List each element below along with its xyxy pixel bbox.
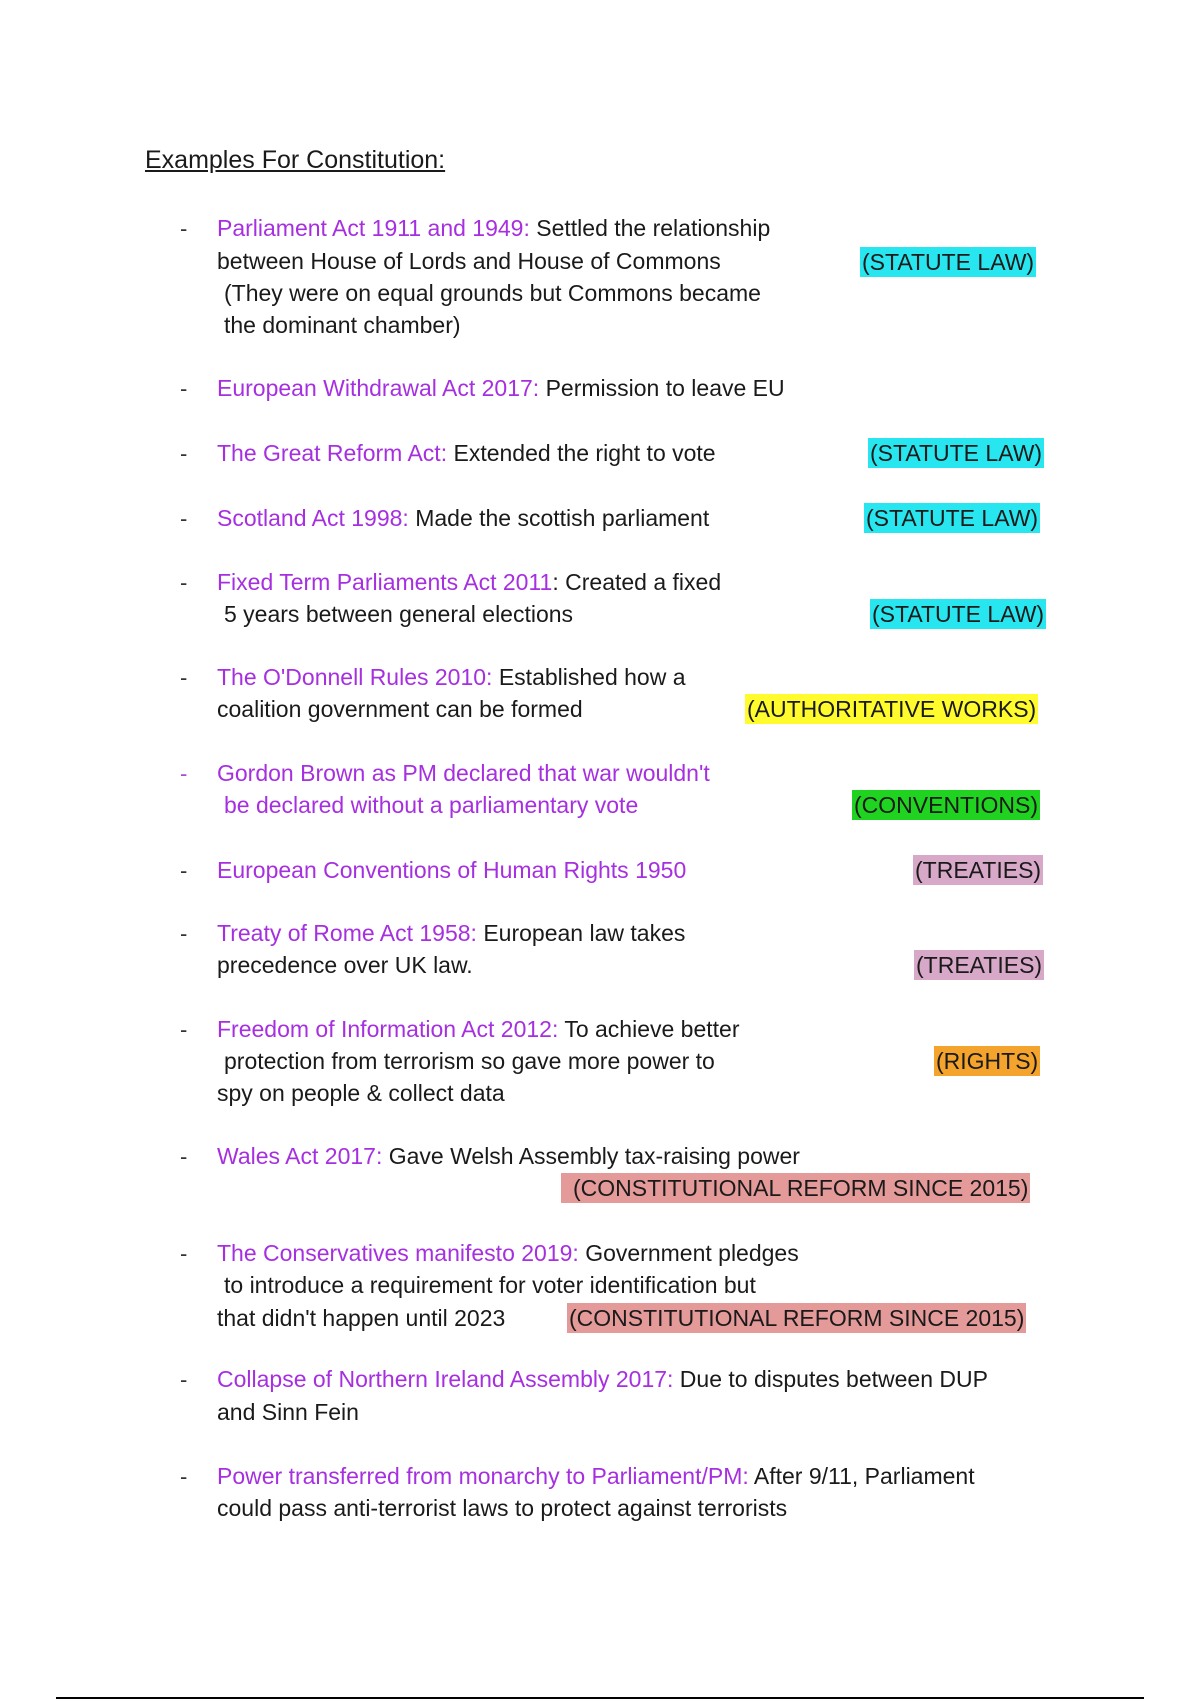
item-line: coalition government can be formed (217, 696, 583, 722)
item-description: Due to disputes between DUP (673, 1366, 988, 1392)
item-name: The O'Donnell Rules 2010: (217, 664, 493, 690)
bullet-dash: - (180, 1017, 188, 1042)
item-description: Made the scottish parliament (408, 505, 710, 531)
item-name: Treaty of Rome Act 1958: (217, 920, 477, 946)
item-line (217, 917, 685, 949)
bullet-dash: - (180, 441, 188, 466)
item-line (217, 566, 721, 598)
bullet-dash: - (180, 1367, 188, 1392)
bullet-dash: - (180, 1241, 188, 1266)
item-name: European Withdrawal Act 2017: (217, 375, 540, 401)
item-description: Permission to leave EU (539, 375, 785, 401)
category-tag-constitutional-reform: (CONSTITUTIONAL REFORM SINCE 2015) (561, 1173, 1030, 1203)
item-line: be declared without a parliamentary vote (224, 792, 639, 818)
page-title: Examples For Constitution: (145, 146, 446, 174)
bullet-dash: - (180, 216, 188, 241)
item-line: spy on people & collect data (217, 1080, 505, 1106)
item-line (217, 661, 686, 693)
item-line (217, 1363, 988, 1395)
item-line: (They were on equal grounds but Commons became (224, 280, 761, 306)
item-name: European Conventions of Human Rights 1950 (217, 857, 687, 883)
item-name: Parliament Act 1911 and 1949: (217, 215, 530, 241)
item-line: protection from terrorism so gave more power to (224, 1048, 715, 1074)
bullet-dash: - (180, 570, 188, 595)
item-name: The Conservatives manifesto 2019: (217, 1240, 579, 1266)
item-line (217, 502, 709, 534)
bullet-dash: - (180, 1464, 188, 1489)
bullet-dash: - (180, 921, 188, 946)
item-name: Gordon Brown as PM declared that war wouldn't (217, 760, 710, 786)
item-line (217, 1140, 800, 1172)
item-description: Gave Welsh Assembly tax-raising power (382, 1143, 800, 1169)
item-description: Government pledges (578, 1240, 799, 1266)
item-line: to introduce a requirement for voter identification but (224, 1272, 756, 1298)
item-name: Fixed Term Parliaments Act 2011 (217, 569, 553, 595)
item-line: the dominant chamber) (224, 312, 461, 338)
category-tag-treaties: (TREATIES) (915, 857, 1042, 883)
item-description: European law takes (476, 920, 686, 946)
item-description: To achieve better (558, 1016, 740, 1042)
item-name: The Great Reform Act: (217, 440, 448, 466)
item-name: Collapse of Northern Ireland Assembly 2017: (217, 1366, 674, 1392)
item-name: Power transferred from monarchy to Parliament/PM: (217, 1463, 749, 1489)
category-tag-statute-law: (STATUTE LAW) (866, 505, 1039, 531)
item-description: Established how a (492, 664, 686, 690)
bullet-dash: - (180, 858, 188, 883)
bullet-dash: - (180, 761, 188, 786)
item-line (217, 1013, 740, 1045)
item-line (217, 1460, 975, 1492)
bullet-dash: - (180, 665, 188, 690)
category-tag-treaties: (TREATIES) (916, 952, 1043, 978)
bottom-divider (56, 1697, 1144, 1699)
category-tag-statute-law: (STATUTE LAW) (862, 249, 1035, 275)
item-line (217, 212, 770, 244)
item-line (217, 372, 785, 404)
item-description: After 9/11, Parliament (748, 1463, 975, 1489)
item-description: Extended the right to vote (447, 440, 716, 466)
category-tag-constitutional-reform: (CONSTITUTIONAL REFORM SINCE 2015) (569, 1305, 1025, 1331)
item-line: could pass anti-terrorist laws to protect against terrorists (217, 1495, 788, 1521)
bullet-dash: - (180, 506, 188, 531)
item-name: Wales Act 2017: (217, 1143, 383, 1169)
category-tag-conventions: (CONVENTIONS) (854, 792, 1038, 818)
item-line: 5 years between general elections (224, 601, 574, 627)
item-line: precedence over UK law. (217, 952, 473, 978)
item-name: Scotland Act 1998: (217, 505, 409, 531)
item-line: between House of Lords and House of Commons (217, 248, 721, 274)
item-line (217, 1237, 799, 1269)
item-line: that didn't happen until 2023 (217, 1305, 506, 1331)
category-tag-authoritative-works: (AUTHORITATIVE WORKS) (747, 696, 1037, 722)
item-line: and Sinn Fein (217, 1399, 359, 1425)
category-tag-statute-law: (STATUTE LAW) (872, 601, 1045, 627)
item-description: Settled the relationship (529, 215, 771, 241)
item-description: : Created a fixed (552, 569, 722, 595)
bullet-dash: - (180, 1144, 188, 1169)
item-name: Freedom of Information Act 2012: (217, 1016, 559, 1042)
category-tag-statute-law: (STATUTE LAW) (870, 440, 1043, 466)
category-tag-rights: (RIGHTS) (936, 1048, 1039, 1074)
bullet-dash: - (180, 376, 188, 401)
item-line (217, 437, 716, 469)
